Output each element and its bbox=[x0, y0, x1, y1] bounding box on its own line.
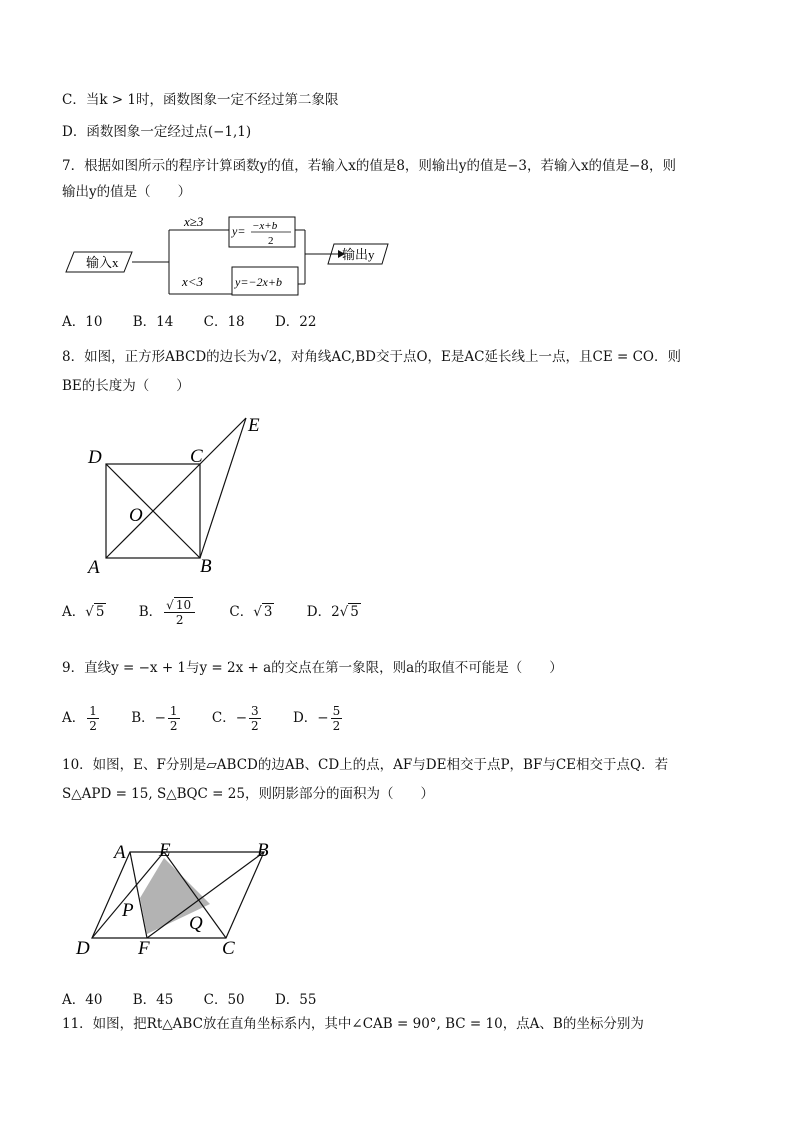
fraction-denominator: 2 bbox=[89, 719, 97, 733]
flow-top-y: y= bbox=[232, 224, 246, 238]
q10-label-a: A bbox=[114, 842, 126, 863]
q10-label-d: D bbox=[76, 938, 90, 959]
q10-stem-line2: S△APD = 15, S△BQC = 25，则阴影部分的面积为（ ） bbox=[62, 786, 434, 802]
q9-option-b-fraction bbox=[168, 704, 180, 733]
q7-flowchart bbox=[62, 212, 392, 302]
q9-options bbox=[62, 704, 370, 733]
flow-bottom-formula: y=−2x+b bbox=[235, 275, 282, 289]
fraction-numerator: 1 bbox=[169, 704, 178, 718]
q6-option-c: C．当k > 1时，函数图象一定不经过第二象限 bbox=[62, 92, 339, 108]
q10-label-f: F bbox=[138, 938, 150, 959]
q9-option-b bbox=[131, 704, 181, 733]
fraction-denominator: 2 bbox=[332, 719, 341, 733]
q8-option-b-prefix: B． bbox=[138, 604, 163, 620]
q7-option-d: D．22 bbox=[274, 314, 317, 330]
q8-option-a-radicand: 5 bbox=[95, 604, 105, 620]
q10-label-c: C bbox=[222, 938, 235, 959]
q8-option-b bbox=[139, 598, 197, 627]
q8-option-b-denominator: 2 bbox=[175, 613, 184, 627]
q8-option-c bbox=[229, 600, 274, 620]
q9-option-b-prefix: B．− bbox=[131, 710, 166, 726]
q8-label-b: B bbox=[200, 556, 212, 577]
q8-label-d: D bbox=[88, 447, 102, 468]
q9-option-c-fraction bbox=[249, 704, 261, 733]
q9-option-c bbox=[212, 704, 263, 733]
flow-top-num: −x+b bbox=[252, 220, 278, 232]
sqrt-symbol: √ 5 bbox=[339, 604, 359, 620]
fraction-numerator: √ 10 bbox=[164, 598, 195, 613]
q10-label-e: E bbox=[159, 840, 171, 861]
flow-output-label: 输出y bbox=[342, 247, 375, 262]
q8-option-d-radicand: 5 bbox=[350, 604, 359, 620]
q10-option-c: C．50 bbox=[203, 992, 245, 1008]
fraction-numerator: 3 bbox=[251, 704, 259, 718]
q9-option-a-fraction bbox=[87, 704, 99, 733]
flow-top-den: 2 bbox=[268, 235, 274, 247]
flow-input-label: 输入x bbox=[86, 255, 119, 270]
q9-option-d-prefix: D．− bbox=[292, 710, 329, 726]
q7-option-b: B．14 bbox=[132, 314, 174, 330]
q7-stem-line1: 7．根据如图所示的程序计算函数y的值，若输入x的值是8，则输出y的值是−3，若输入x的值是−8，则 bbox=[62, 158, 676, 174]
q8-option-c-prefix: C． bbox=[229, 604, 254, 620]
q7-stem-line2: 输出y的值是（ ） bbox=[62, 184, 192, 200]
fraction-numerator: 1 bbox=[89, 704, 97, 718]
q10-stem-line1: 10．如图，E、F分别是▱ABCD的边AB、CD上的点，AF与DE相交于点P，BF与CE相交于点Q．若 bbox=[62, 757, 669, 773]
q8-stem-line1: 8．如图，正方形ABCD的边长为√2，对角线AC,BD交于点O，E是AC延长线上一点，且CE = CO．则 bbox=[62, 349, 681, 365]
q7-option-c: C．18 bbox=[203, 314, 245, 330]
q10-option-b: B．45 bbox=[132, 992, 174, 1008]
q6-option-d: D．函数图象一定经过点(−1,1) bbox=[62, 124, 252, 140]
q8-label-e: E bbox=[248, 415, 260, 436]
q9-option-a-prefix: A． bbox=[62, 710, 86, 726]
q8-square-figure bbox=[80, 410, 280, 580]
q8-option-a-prefix: A． bbox=[62, 604, 86, 620]
q8-option-d bbox=[307, 600, 361, 620]
q7-options bbox=[62, 310, 342, 330]
q8-stem-line2: BE的长度为（ ） bbox=[62, 378, 190, 394]
q9-option-d bbox=[293, 704, 344, 733]
q8-label-a: A bbox=[88, 557, 100, 578]
q10-option-d: D．55 bbox=[274, 992, 317, 1008]
q9-option-c-prefix: C．− bbox=[211, 710, 248, 726]
q10-label-p: P bbox=[122, 900, 134, 921]
sqrt-symbol: √ 3 bbox=[253, 604, 273, 620]
q8-option-c-radicand: 3 bbox=[263, 604, 273, 620]
q9-option-d-fraction bbox=[331, 704, 343, 733]
q8-option-d-prefix: D．2 bbox=[306, 604, 340, 620]
fraction-numerator: 5 bbox=[332, 704, 341, 718]
fraction-denominator: 2 bbox=[169, 719, 178, 733]
q11-stem: 11．如图，把Rt△ABC放在直角坐标系内，其中∠CAB = 90°, BC = 10，点A、B的坐标分别为 bbox=[62, 1016, 644, 1032]
q10-options bbox=[62, 988, 342, 1008]
fraction-denominator: 2 bbox=[251, 719, 259, 733]
q8-options bbox=[62, 598, 387, 627]
q8-label-c: C bbox=[190, 446, 203, 467]
q9-stem: 9．直线y = −x + 1与y = 2x + a的交点在第一象限，则a的取值不可能是（ ） bbox=[62, 660, 563, 676]
q9-option-a bbox=[62, 704, 101, 733]
q8-label-o: O bbox=[129, 505, 143, 526]
flow-cond-bottom: x<3 bbox=[182, 274, 204, 289]
q10-label-b: B bbox=[257, 840, 269, 861]
q7-option-a: A．10 bbox=[62, 314, 103, 330]
q10-parallelogram-figure bbox=[72, 832, 292, 964]
q8-option-b-fraction bbox=[164, 598, 195, 627]
q8-option-b-radicand: 10 bbox=[175, 598, 192, 612]
q10-label-q: Q bbox=[189, 913, 203, 934]
q10-option-a: A．40 bbox=[62, 992, 103, 1008]
sqrt-symbol: √ 5 bbox=[85, 604, 105, 620]
flow-cond-top: x≥3 bbox=[184, 214, 204, 229]
q8-option-a bbox=[62, 600, 106, 620]
